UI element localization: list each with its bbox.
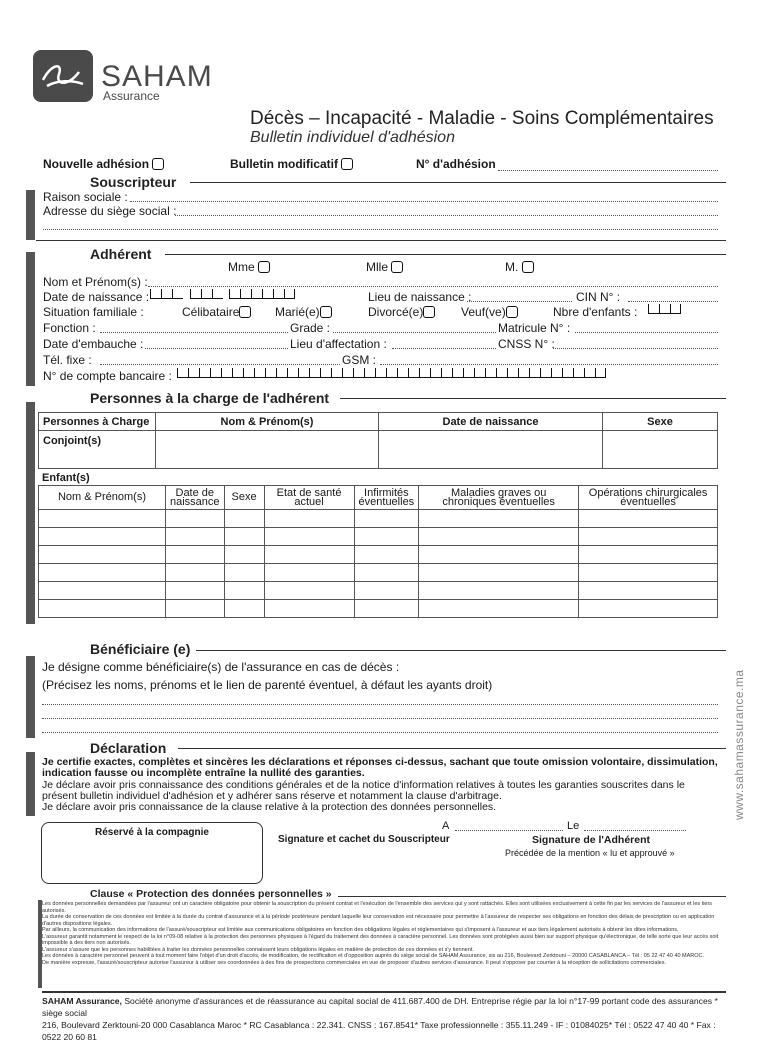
gsm-field[interactable]	[380, 364, 718, 365]
e-col-etat: Etat de santé actuel	[264, 486, 354, 510]
conjoint-table	[38, 412, 718, 469]
option-nouvelle-label: Nouvelle adhésion	[43, 157, 150, 171]
souscripteur-title: Souscripteur	[90, 174, 177, 190]
naissance-label: Date de naissance :	[43, 290, 150, 304]
matricule-field[interactable]	[575, 332, 718, 333]
cin-field[interactable]	[628, 301, 718, 302]
divorce-checkbox[interactable]	[423, 306, 435, 318]
sign-adherent: Signature de l'Adhérent	[532, 834, 651, 846]
clause-line-2: La durée de conservation de ces données est limitée à la durée du contrat d'assurance et à la période postérieure pendant laquelle leur conservation est nécessaire pour permettre à l'assureur de respecter ses obligations en fonction des délais de prescription ou en application d'autres dispositions légales.	[42, 914, 715, 927]
e-col-ops: Opérations chirurgicales éventuelles	[579, 486, 718, 510]
nom-label: Nom et Prénom(s) :	[43, 275, 148, 289]
lieu-naissance-field[interactable]	[467, 301, 572, 302]
footer-rule	[42, 991, 726, 993]
declaration-title: Déclaration	[90, 740, 167, 756]
nouvelle-checkbox[interactable]	[152, 158, 164, 170]
naissance-boxes[interactable]	[150, 288, 295, 302]
reserve-label: Réservé à la compagnie	[95, 827, 209, 838]
mlle-checkbox[interactable]	[391, 261, 403, 273]
footer-line1: Société anonyme d'assurances et de réassurance au capital social de 411.687.400 de DH. Entreprise régie par la loi n°17-99 portant code des assurances * siège social	[42, 996, 718, 1018]
reserve-box[interactable]	[41, 822, 263, 884]
opt-veuf	[461, 305, 518, 319]
conjoint-sexe-cell[interactable]	[603, 431, 718, 469]
table-row[interactable]	[39, 546, 718, 564]
compte-label: N° de compte bancaire :	[43, 369, 172, 383]
charge-bar	[26, 402, 35, 624]
declaration-bar	[26, 752, 35, 816]
logo-signature-icon	[33, 50, 93, 102]
grade-label: Grade :	[290, 321, 331, 335]
veuf-checkbox[interactable]	[506, 306, 518, 318]
cnss-field[interactable]	[553, 348, 718, 349]
beneficiaire-field-1[interactable]	[42, 704, 718, 705]
col-personnes: Personnes à Charge	[39, 413, 156, 431]
gsm-label: GSM :	[342, 353, 377, 367]
m-checkbox[interactable]	[522, 261, 534, 273]
clause-line-4: L'assureur garantit notamment le respect de la loi n°09-08 relative à la protection des personnes physiques à l'égard du traitement des données à caractère personnel. Les données sont protégées aussi bien sur support physique qu'électronique, de telle sorte que leur accès soit impossible à des tiers non autorisés.	[42, 933, 719, 946]
cin-label: CIN N° :	[576, 290, 621, 304]
compte-boxes[interactable]	[177, 367, 606, 381]
option-nouvelle	[43, 157, 164, 171]
sign-a-label: A	[442, 820, 450, 832]
nom-field[interactable]	[148, 286, 718, 287]
e-col-infirm: Infirmités éventuelles	[354, 486, 419, 510]
opt-celibataire	[182, 305, 251, 319]
opt-marie	[275, 305, 332, 319]
opt-divorce	[368, 305, 435, 319]
e-col-date: Date de naissance	[166, 486, 225, 510]
declaration-p3: Je déclare avoir pris connaissance de la clause relative à la protection des données personnelles.	[42, 801, 497, 813]
page-title: Décès – Incapacité - Maladie - Soins Complémentaires	[250, 108, 714, 129]
declaration-rule	[178, 748, 726, 749]
sign-souscripteur: Signature et cachet du Souscripteur	[278, 834, 450, 845]
conjoint-nom-cell[interactable]	[156, 431, 379, 469]
marie-label: Marié(e)	[275, 305, 320, 319]
clause-text	[42, 901, 720, 966]
embauche-field[interactable]	[145, 348, 288, 349]
affectation-label: Lieu d'affectation :	[290, 337, 387, 351]
enfants-title: Enfant(s)	[42, 472, 90, 484]
situation-label: Situation familiale :	[43, 305, 144, 319]
table-row[interactable]	[39, 600, 718, 618]
option-modificatif-label: Bulletin modificatif	[230, 157, 338, 171]
numero-adhesion-field[interactable]	[498, 170, 718, 171]
enfants-table	[38, 485, 718, 618]
matricule-label: Matricule N° :	[498, 321, 571, 335]
sign-a-field[interactable]	[455, 830, 563, 831]
charge-title: Personnes à la charge de l'adhérent	[90, 390, 330, 406]
divorce-label: Divorcé(e)	[368, 305, 424, 319]
mme-checkbox[interactable]	[258, 261, 270, 273]
celibataire-label: Célibataire	[182, 305, 240, 319]
beneficiaire-rule	[196, 650, 726, 651]
enfants-label: Nbre d'enfants :	[553, 305, 638, 319]
conjoint-label: Conjoint(s)	[39, 431, 156, 469]
modificatif-checkbox[interactable]	[341, 158, 353, 170]
sign-mention: Précédée de la mention « lu et approuvé »	[505, 848, 675, 858]
footer-line2: 216, Boulevard Zerktouni-20 000 Casablanca Maroc * RC Casablanca : 22.341. CNSS : 167.8541* Taxe professionnelle : 355.11.249 - IF : 01084025* Tél : 0522 47 40 40 * Fax : 0522 20 60 81	[42, 1020, 716, 1042]
clause-line-7: De manière expresse, l'assuré/souscripteur autorise l'assureur à utiliser ses coordonnées à des fins de prospections commerciales en vue de proposer d'autres services d'assurance. Il peut s'opposer par courrier à la réception de sollicitations commerciales.	[42, 959, 666, 966]
fonction-field[interactable]	[100, 332, 288, 333]
beneficiaire-field-3[interactable]	[42, 732, 718, 733]
beneficiaire-line2: (Précisez les noms, prénoms et le lien de parenté éventuel, à défaut les ayants droit)	[42, 678, 493, 692]
enfants-boxes[interactable]	[648, 303, 681, 317]
veuf-label: Veuf(ve)	[461, 305, 506, 319]
beneficiaire-bar	[26, 656, 35, 738]
adherent-title: Adhérent	[90, 246, 152, 262]
sign-le-field[interactable]	[584, 830, 686, 831]
beneficiaire-title: Bénéficiaire (e)	[90, 641, 191, 657]
page-subtitle: Bulletin individuel d'adhésion	[250, 129, 455, 146]
brand-sub: Assurance	[103, 89, 160, 103]
clause-line-3: Par ailleurs, la communication des informations de l'assuré/souscripteur est limitée aux communications obligatoires en fonction des obligations légales et réglementaires qui s'imposent à l'assureur et aux tiers légalement autorisés à obtenir les dites informations.	[42, 927, 679, 933]
embauche-label: Date d'embauche :	[43, 337, 144, 351]
marie-checkbox[interactable]	[320, 306, 332, 318]
m-label: M.	[505, 260, 519, 274]
saham-logo-mark	[33, 50, 93, 102]
e-col-sexe: Sexe	[224, 486, 264, 510]
adresse-label: Adresse du siège social :	[43, 204, 177, 218]
souscripteur-bar	[26, 190, 35, 240]
footer-company: SAHAM Assurance,	[42, 996, 122, 1006]
clause-line-6: Les données à caractère personnel peuvent à tout moment faire l'objet d'un droit d'accès, de modification, de rectification et d'opposition auprès du siège social de SAHAM Assurance, sis au 216, Boulevard Zerktouni – 20000 CASABLANCA – Tél : 05 22 47 40 40 MAROC.	[42, 953, 705, 959]
table-row[interactable]	[39, 564, 718, 582]
clause-line-1: Les données personnelles demandées par l'assureur ont un caractère obligatoire pour obtenir la souscription du présent contrat et l'exécution de l'ensemble des services qui y sont rattachés. Elles sont utilisées exclusivement à cette fin par les services de l'assureur et les tiers autorisés.	[42, 901, 713, 914]
adresse-field[interactable]	[175, 215, 718, 216]
clause-rule	[338, 896, 726, 897]
footer	[42, 995, 726, 1043]
cnss-label: CNSS N° :	[498, 337, 555, 351]
brand-name: SAHAM	[101, 60, 213, 93]
tel-field[interactable]	[100, 364, 340, 365]
mme-label: Mme	[228, 260, 255, 274]
sign-le-label: Le	[567, 820, 580, 832]
e-col-maladies: Maladies graves ou chroniques éventuelles	[419, 486, 579, 510]
title-m	[505, 260, 534, 274]
beneficiaire-field-2[interactable]	[42, 718, 718, 719]
souscripteur-bottom-rule	[36, 240, 726, 241]
table-row[interactable]	[39, 582, 718, 600]
raison-sociale-label: Raison sociale :	[43, 190, 128, 204]
clause-title: Clause « Protection des données personnelles »	[90, 888, 332, 900]
mlle-label: Mlle	[366, 260, 389, 274]
fonction-label: Fonction :	[43, 321, 96, 335]
celibataire-checkbox[interactable]	[239, 306, 251, 318]
adherent-rule	[165, 254, 726, 255]
e-col-nom: Nom & Prénom(s)	[39, 486, 166, 510]
raison-sociale-field[interactable]	[130, 201, 718, 202]
declaration-p2: Je déclare avoir pris connaissance des conditions générales et de la notice d'information relatives à toutes les garanties souscrites dans le présent bulletin individuel d'adhésion et y adhérer sans réserve et notamment la clause d'arbitrage.	[42, 779, 685, 802]
declaration-bold: Je certifie exactes, complètes et sincères les déclarations et réponses ci-dessus, sachant que toute omission volontaire, dissimulation, indication fausse ou incomplète entraîne la nullité des garanties.	[42, 756, 718, 779]
website-text[interactable]: www.sahamassurance.ma	[732, 669, 746, 820]
clause-line-5: L'assureur s'assure que les personnes habilitées à traiter les données personnelles connaissent leurs obligations légales en matière de protection de ces données et s'y tiennent.	[42, 946, 474, 953]
conjoint-date-cell[interactable]	[379, 431, 603, 469]
title-mlle	[366, 260, 403, 274]
col-date: Date de naissance	[379, 413, 603, 431]
grade-field[interactable]	[333, 332, 496, 333]
tel-label: Tél. fixe :	[43, 353, 92, 367]
lieu-naissance-label: Lieu de naissance :	[368, 290, 472, 304]
title-mme	[228, 260, 270, 274]
affectation-field[interactable]	[392, 348, 496, 349]
numero-adhesion-label: N° d'adhésion	[416, 157, 496, 171]
souscripteur-rule	[190, 182, 726, 183]
adherent-bar	[26, 252, 35, 386]
table-row[interactable]	[39, 510, 718, 528]
option-modificatif	[230, 157, 353, 171]
charge-rule	[340, 398, 726, 399]
adresse-field-2[interactable]	[43, 229, 718, 230]
col-sexe: Sexe	[603, 413, 718, 431]
beneficiaire-line1: Je désigne comme bénéficiaire(s) de l'assurance en cas de décès :	[42, 660, 400, 674]
table-row[interactable]	[39, 528, 718, 546]
col-nom: Nom & Prénom(s)	[156, 413, 379, 431]
